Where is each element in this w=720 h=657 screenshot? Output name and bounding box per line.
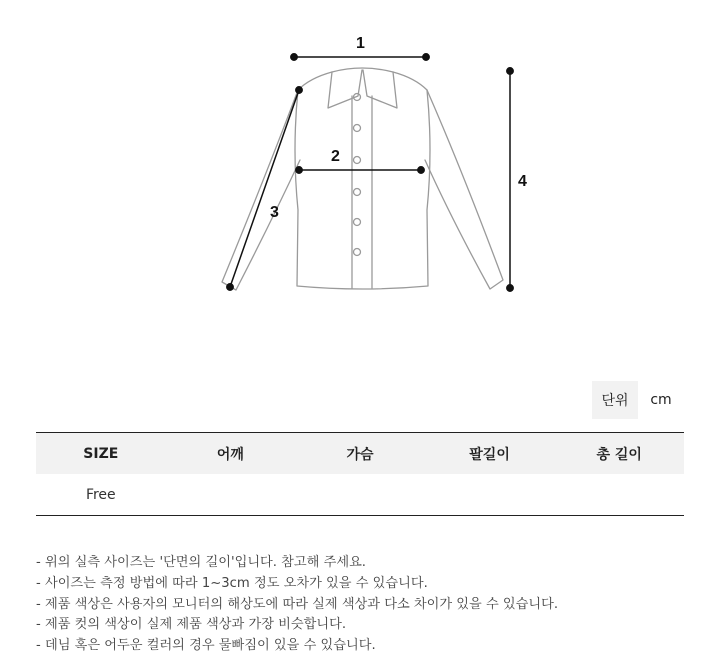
header-shoulder: 어깨 [216,446,244,463]
measure-line-sleeve [230,90,299,287]
measure-dot [507,285,513,291]
measure-dot [296,87,302,93]
measure-label-3: 3 [270,204,279,221]
measure-dot [296,167,302,173]
note-line: - 위의 실측 사이즈는 '단면의 길이'입니다. 참고해 주세요. [36,555,366,570]
cell-size: Free [85,486,116,503]
size-table [36,432,684,516]
note-line: - 제품 컷의 색상이 실제 제품 색상과 가장 비슷합니다. [36,617,347,633]
header-size: SIZE [83,445,119,462]
unit-value: cm [650,392,672,408]
table-row [36,474,684,515]
measure-label-1: 1 [356,35,365,52]
note-line: - 제품 색상은 사용자의 모니터의 해상도에 따라 실제 색상과 다소 차이가 있을 수 있습니다. [36,596,559,612]
measure-dot [291,54,297,60]
measure-dot [418,167,424,173]
size-notes [36,553,558,657]
unit-label: 단위 [592,381,638,419]
measure-dot [227,284,233,290]
note-line: - 데님 혹은 어두운 컬러의 경우 물빠짐이 있을 수 있습니다. [36,638,376,654]
measurement-labels [270,35,527,221]
header-chest: 가슴 [346,446,374,463]
measure-label-4: 4 [518,173,527,190]
shirt-outline [222,68,503,290]
note-line: - 사이즈는 측정 방법에 따라 1~3cm 정도 오차가 있을 수 있습니다. [36,575,428,591]
measure-dot [507,68,513,74]
size-table-header [36,433,684,474]
unit-indicator [592,381,684,419]
measurement-lines [227,54,513,291]
measure-dot [423,54,429,60]
measure-label-2: 2 [331,148,340,165]
header-sleeve-length: 팔길이 [469,446,510,463]
header-total-length: 총 길이 [596,446,642,463]
